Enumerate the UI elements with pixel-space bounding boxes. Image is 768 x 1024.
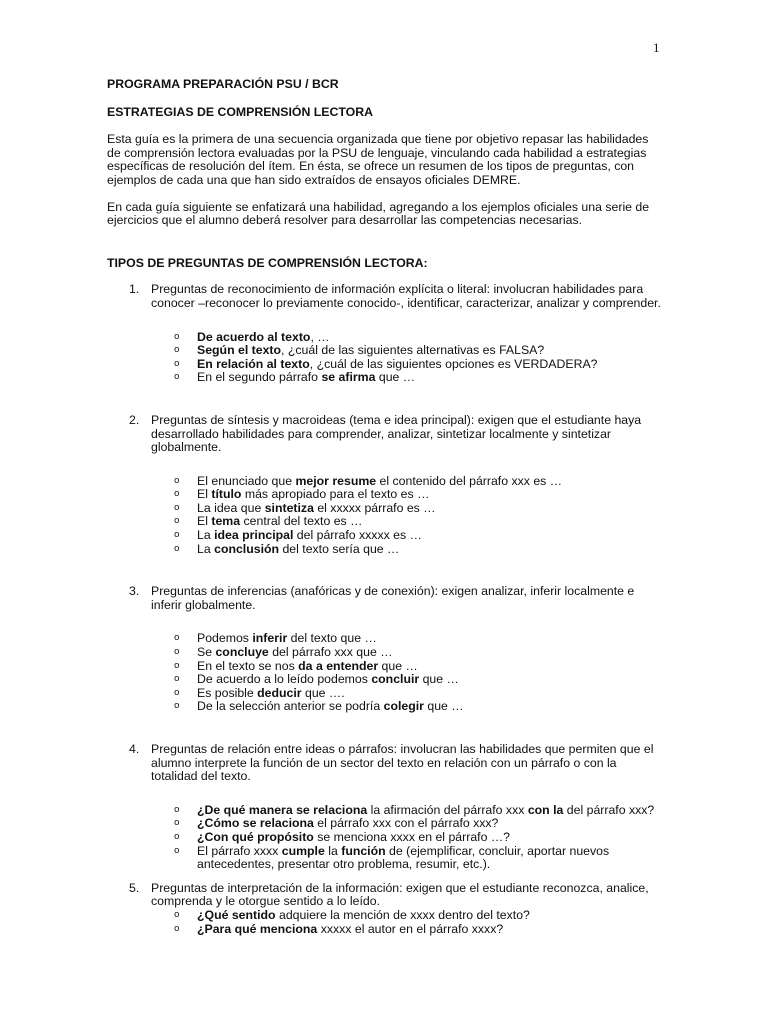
bullet-icon: o	[174, 660, 180, 671]
example-text: De la selección anterior se podría	[197, 699, 384, 714]
example-list	[107, 909, 662, 936]
example-item	[174, 921, 662, 937]
example-item	[174, 500, 662, 516]
question-type-description: Preguntas de inferencias (anafóricas y de conexión): exigen analizar, inferir localmente e inferir globalmente.	[151, 584, 635, 612]
example-text: la afirmación del párrafo xxx	[367, 802, 528, 817]
example-text: El	[197, 487, 212, 502]
example-item	[174, 645, 662, 660]
example-item	[174, 658, 662, 674]
example-item	[174, 802, 662, 818]
emphasized-text: concluye	[215, 645, 269, 660]
example-text: El	[197, 514, 212, 529]
example-list	[107, 475, 662, 557]
example-item	[174, 329, 662, 345]
emphasized-text: inferir	[252, 631, 288, 646]
emphasized-text: da a entender	[298, 658, 379, 673]
bullet-icon: o	[174, 475, 180, 486]
emphasized-text: se afirma	[321, 370, 376, 385]
question-type-number: 1.	[129, 282, 140, 297]
example-text: del texto sería que …	[279, 541, 400, 556]
example-text: de (ejemplificar, concluir, aportar nuevos antecedentes, presentar otro problema, resumir, etc.).	[197, 843, 610, 872]
question-type-number: 5.	[129, 880, 140, 895]
question-types-list	[107, 283, 662, 936]
bullet-icon: o	[174, 687, 180, 698]
example-text: El enunciado que	[197, 473, 296, 488]
example-text: el párrafo xxx con el párrafo xxx?	[313, 816, 499, 831]
example-text: del párrafo xxx?	[563, 802, 655, 817]
example-item	[174, 370, 662, 385]
bullet-icon: o	[174, 530, 180, 541]
example-text: más apropiado para el texto es …	[241, 487, 430, 502]
bullet-icon: o	[174, 923, 180, 934]
example-item	[174, 528, 662, 543]
example-text: Es posible	[197, 685, 258, 700]
example-text: se menciona xxxx en el párrafo …?	[313, 829, 510, 844]
question-type-description: Preguntas de interpretación de la información: exigen que el estudiante reconozca, analice, comprenda y le otorgue sentido a lo leído.	[151, 880, 649, 909]
intro-paragraph: Esta guía es la primera de una secuencia organizada que tiene por objetivo repasar las habilidades de comprensión lectora evaluadas por la PSU de lenguaje, vinculando cada habilidad a estrategias específicas de resolución del ítem. En ésta, se ofrece un resumen de los tipos de preguntas, con ejemplos de cada una que han sido extraídos de ensayos oficiales DEMRE.	[107, 132, 649, 187]
emphasized-text: conclusión	[214, 541, 280, 556]
question-type-description: Preguntas de reconocimiento de información explícita o literal: involucran habilidades para conocer –reconocer lo previamente conocido-, identificar, caracterizar, analizar y comprender.	[151, 282, 661, 310]
example-text: del párrafo xxxxx es …	[293, 528, 422, 543]
example-text: que ….	[301, 685, 345, 700]
example-list	[107, 331, 662, 385]
example-item	[174, 699, 662, 714]
example-item	[174, 907, 662, 923]
example-text: La	[197, 528, 215, 543]
document-body	[107, 78, 662, 936]
emphasized-text: con la	[527, 802, 564, 817]
intro-paragraph: En cada guía siguiente se enfatizará una habilidad, agregando a los ejemplos oficiales una serie de ejercicios que el alumno deberá resolver para desarrollar las competencias necesarias.	[107, 199, 650, 228]
document-subtitle: ESTRATEGIAS DE COMPRENSIÓN LECTORA	[107, 104, 373, 119]
question-type	[107, 414, 662, 455]
emphasized-text: mejor resume	[295, 473, 377, 488]
example-text: , …	[310, 329, 330, 344]
example-text: Se	[197, 645, 216, 660]
bullet-icon: o	[174, 845, 180, 856]
bullet-icon: o	[174, 358, 180, 369]
example-text: que …	[375, 370, 416, 385]
example-item	[174, 843, 662, 872]
question-type-number: 4.	[129, 742, 140, 756]
example-text: central del texto es …	[240, 514, 363, 529]
emphasized-text: deducir	[257, 685, 302, 700]
example-item	[174, 631, 662, 646]
example-item	[174, 487, 662, 502]
example-list	[107, 632, 662, 714]
document-title: PROGRAMA PREPARACIÓN PSU / BCR	[107, 77, 339, 91]
example-text: del párrafo xxx que …	[268, 645, 393, 660]
emphasized-text: De acuerdo al texto	[197, 329, 311, 344]
emphasized-text: título	[211, 487, 242, 502]
emphasized-text: ¿Para qué menciona	[197, 921, 318, 936]
bullet-icon: o	[174, 331, 180, 342]
bullet-icon: o	[174, 831, 180, 842]
example-text: En el texto se nos	[197, 658, 299, 673]
emphasized-text: ¿Con qué propósito	[197, 829, 314, 844]
example-text: el contenido del párrafo xxx es …	[376, 473, 563, 488]
bullet-icon: o	[174, 674, 180, 685]
example-item	[174, 829, 662, 845]
bullet-icon: o	[174, 647, 180, 658]
example-list	[107, 804, 662, 872]
example-text: que …	[378, 658, 418, 673]
example-item	[174, 816, 662, 831]
example-item	[174, 685, 662, 701]
emphasized-text: idea principal	[214, 528, 294, 543]
example-text: La idea que	[197, 500, 265, 515]
emphasized-text: ¿De qué manera se relaciona	[197, 802, 368, 817]
question-type-description: Preguntas de síntesis y macroideas (tema e idea principal): exigen que el estudiante haya desarrollado habilidades para comprender, analizar, sintetizar localmente y sintetizar globalmente.	[151, 412, 642, 455]
example-item	[174, 672, 662, 687]
example-text: el xxxxx párrafo es …	[313, 500, 436, 515]
example-item	[174, 514, 662, 529]
example-text: Podemos	[197, 631, 253, 646]
question-type-description: Preguntas de relación entre ideas o párrafos: involucran las habilidades que permiten que el alumno interprete la función de un sector del texto en relación con un párrafo o con la totalidad del texto.	[151, 742, 654, 784]
bullet-icon: o	[174, 818, 180, 829]
emphasized-text: En relación al texto	[197, 356, 310, 371]
example-text: En el segundo párrafo	[197, 370, 322, 385]
emphasized-text: concluir	[371, 672, 420, 687]
emphasized-text: tema	[211, 514, 241, 529]
example-text: xxxxx el autor en el párrafo xxxx?	[317, 921, 504, 936]
example-text: De acuerdo a lo leído podemos	[197, 672, 372, 687]
example-text: del texto que …	[287, 631, 377, 646]
emphasized-text: Según el texto	[197, 343, 282, 358]
question-type	[107, 882, 662, 909]
example-item	[174, 541, 662, 557]
example-item	[174, 473, 662, 489]
example-text: que …	[423, 699, 464, 714]
emphasized-text: sintetiza	[264, 500, 314, 515]
bullet-icon: o	[174, 502, 180, 513]
section-heading: TIPOS DE PREGUNTAS DE COMPRENSIÓN LECTORA:	[107, 255, 428, 270]
bullet-icon: o	[174, 804, 180, 815]
example-item	[174, 356, 662, 372]
bullet-icon: o	[174, 909, 180, 920]
emphasized-text: ¿Qué sentido	[197, 907, 276, 922]
example-text: , ¿cuál de las siguientes alternativas es FALSA?	[281, 343, 545, 358]
example-text: que …	[419, 672, 459, 687]
example-text: La	[197, 541, 215, 556]
example-text: El párrafo xxxx	[197, 843, 282, 858]
question-type	[107, 585, 662, 612]
example-text: , ¿cuál de las siguientes opciones es VERDADERA?	[309, 356, 598, 371]
example-text: adquiere la mención de xxxx dentro del texto?	[275, 907, 530, 922]
emphasized-text: colegir	[383, 699, 424, 714]
question-type	[107, 283, 662, 310]
bullet-icon: o	[174, 345, 180, 356]
emphasized-text: función	[341, 843, 386, 858]
page-number: 1	[653, 40, 660, 55]
question-type	[107, 743, 662, 784]
question-type-number: 2.	[129, 412, 140, 427]
bullet-icon: o	[174, 516, 180, 527]
question-type-number: 3.	[129, 584, 140, 599]
bullet-icon: o	[174, 701, 180, 712]
emphasized-text: ¿Cómo se relaciona	[197, 816, 314, 831]
example-item	[174, 343, 662, 358]
bullet-icon: o	[174, 489, 180, 500]
emphasized-text: cumple	[281, 843, 325, 858]
example-text: la	[324, 843, 342, 858]
bullet-icon: o	[174, 633, 180, 644]
bullet-icon: o	[174, 543, 180, 554]
bullet-icon: o	[174, 372, 180, 383]
